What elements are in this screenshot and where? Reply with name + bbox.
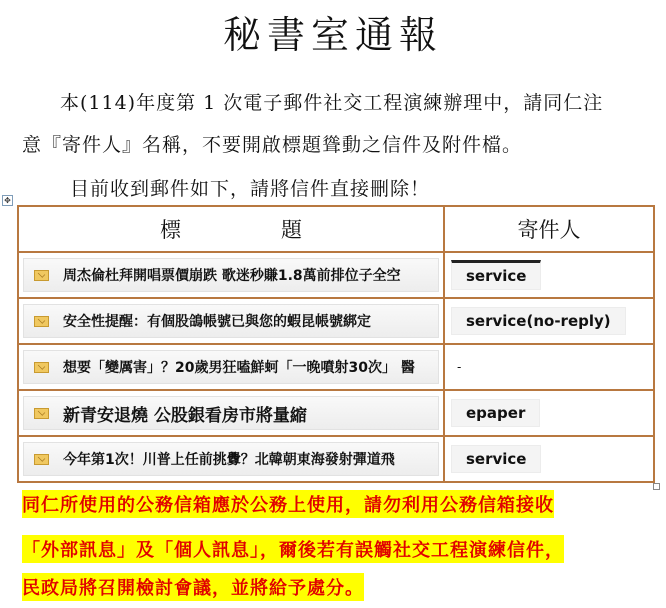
intro-paragraph-line-2: 意『寄件人』名稱，不要開啟標題聳動之信件及附件檔。 — [22, 134, 523, 156]
envelope-icon — [34, 362, 49, 373]
subject-cell — [18, 252, 444, 298]
email-sender: - — [457, 360, 462, 374]
table-move-handle-icon[interactable]: ✥ — [2, 195, 13, 206]
table-row — [18, 436, 654, 482]
email-sender: epaper — [451, 399, 540, 427]
email-sender: service — [451, 445, 541, 473]
envelope-icon — [34, 408, 49, 419]
instruction-paragraph: 目前收到郵件如下，請將信件直接刪除！ — [70, 178, 431, 200]
sender-cell — [444, 298, 654, 344]
sender-cell — [444, 344, 654, 390]
email-subject: 周杰倫杜拜開唱票價崩跌 歌迷秒賺1.8萬前排位子全空 — [63, 268, 401, 284]
subject-cell — [18, 298, 444, 344]
subject-cell — [18, 436, 444, 482]
warning-notice-line-3: 民政局將召開檢討會議，並將給予處分。 — [22, 573, 364, 601]
subject-cell — [18, 344, 444, 390]
table-row — [18, 298, 654, 344]
email-subject: 新青安退燒 公股銀看房市將量縮 — [63, 405, 307, 426]
sender-cell — [444, 436, 654, 482]
table-row — [18, 390, 654, 436]
envelope-icon — [34, 270, 49, 281]
table-row — [18, 252, 654, 298]
table-resize-handle[interactable] — [653, 483, 660, 490]
table-header-row — [18, 206, 654, 252]
email-subject: 安全性提醒：有個股鴿帳號已與您的蝦昆帳號綁定 — [63, 314, 371, 330]
email-subject: 想要「變厲害」？20歲男狂嗑鮮蚵「一晚噴射30次」 醫 — [63, 360, 415, 376]
subject-cell — [18, 390, 444, 436]
sender-cell — [444, 252, 654, 298]
envelope-icon — [34, 316, 49, 327]
warning-notice-line-1: 同仁所使用的公務信箱應於公務上使用，請勿利用公務信箱接收 — [22, 490, 554, 518]
intro-paragraph-line-1: 本(114)年度第 1 次電子郵件社交工程演練辦理中，請同仁注 — [60, 92, 604, 114]
table-row — [18, 344, 654, 390]
email-sender: service — [451, 260, 541, 290]
envelope-icon — [34, 454, 49, 465]
email-subject: 今年第1次！川普上任前挑釁？北韓朝東海發射彈道飛 — [63, 452, 395, 468]
header-sender: 寄件人 — [444, 206, 654, 252]
phishing-email-table — [17, 205, 655, 483]
document-title: 秘書室通報 — [222, 13, 443, 57]
email-sender: service(no-reply) — [451, 307, 626, 335]
header-subject: 標題 — [18, 206, 444, 252]
sender-cell — [444, 390, 654, 436]
warning-notice-line-2: 「外部訊息」及「個人訊息」，爾後若有誤觸社交工程演練信件， — [22, 535, 564, 563]
